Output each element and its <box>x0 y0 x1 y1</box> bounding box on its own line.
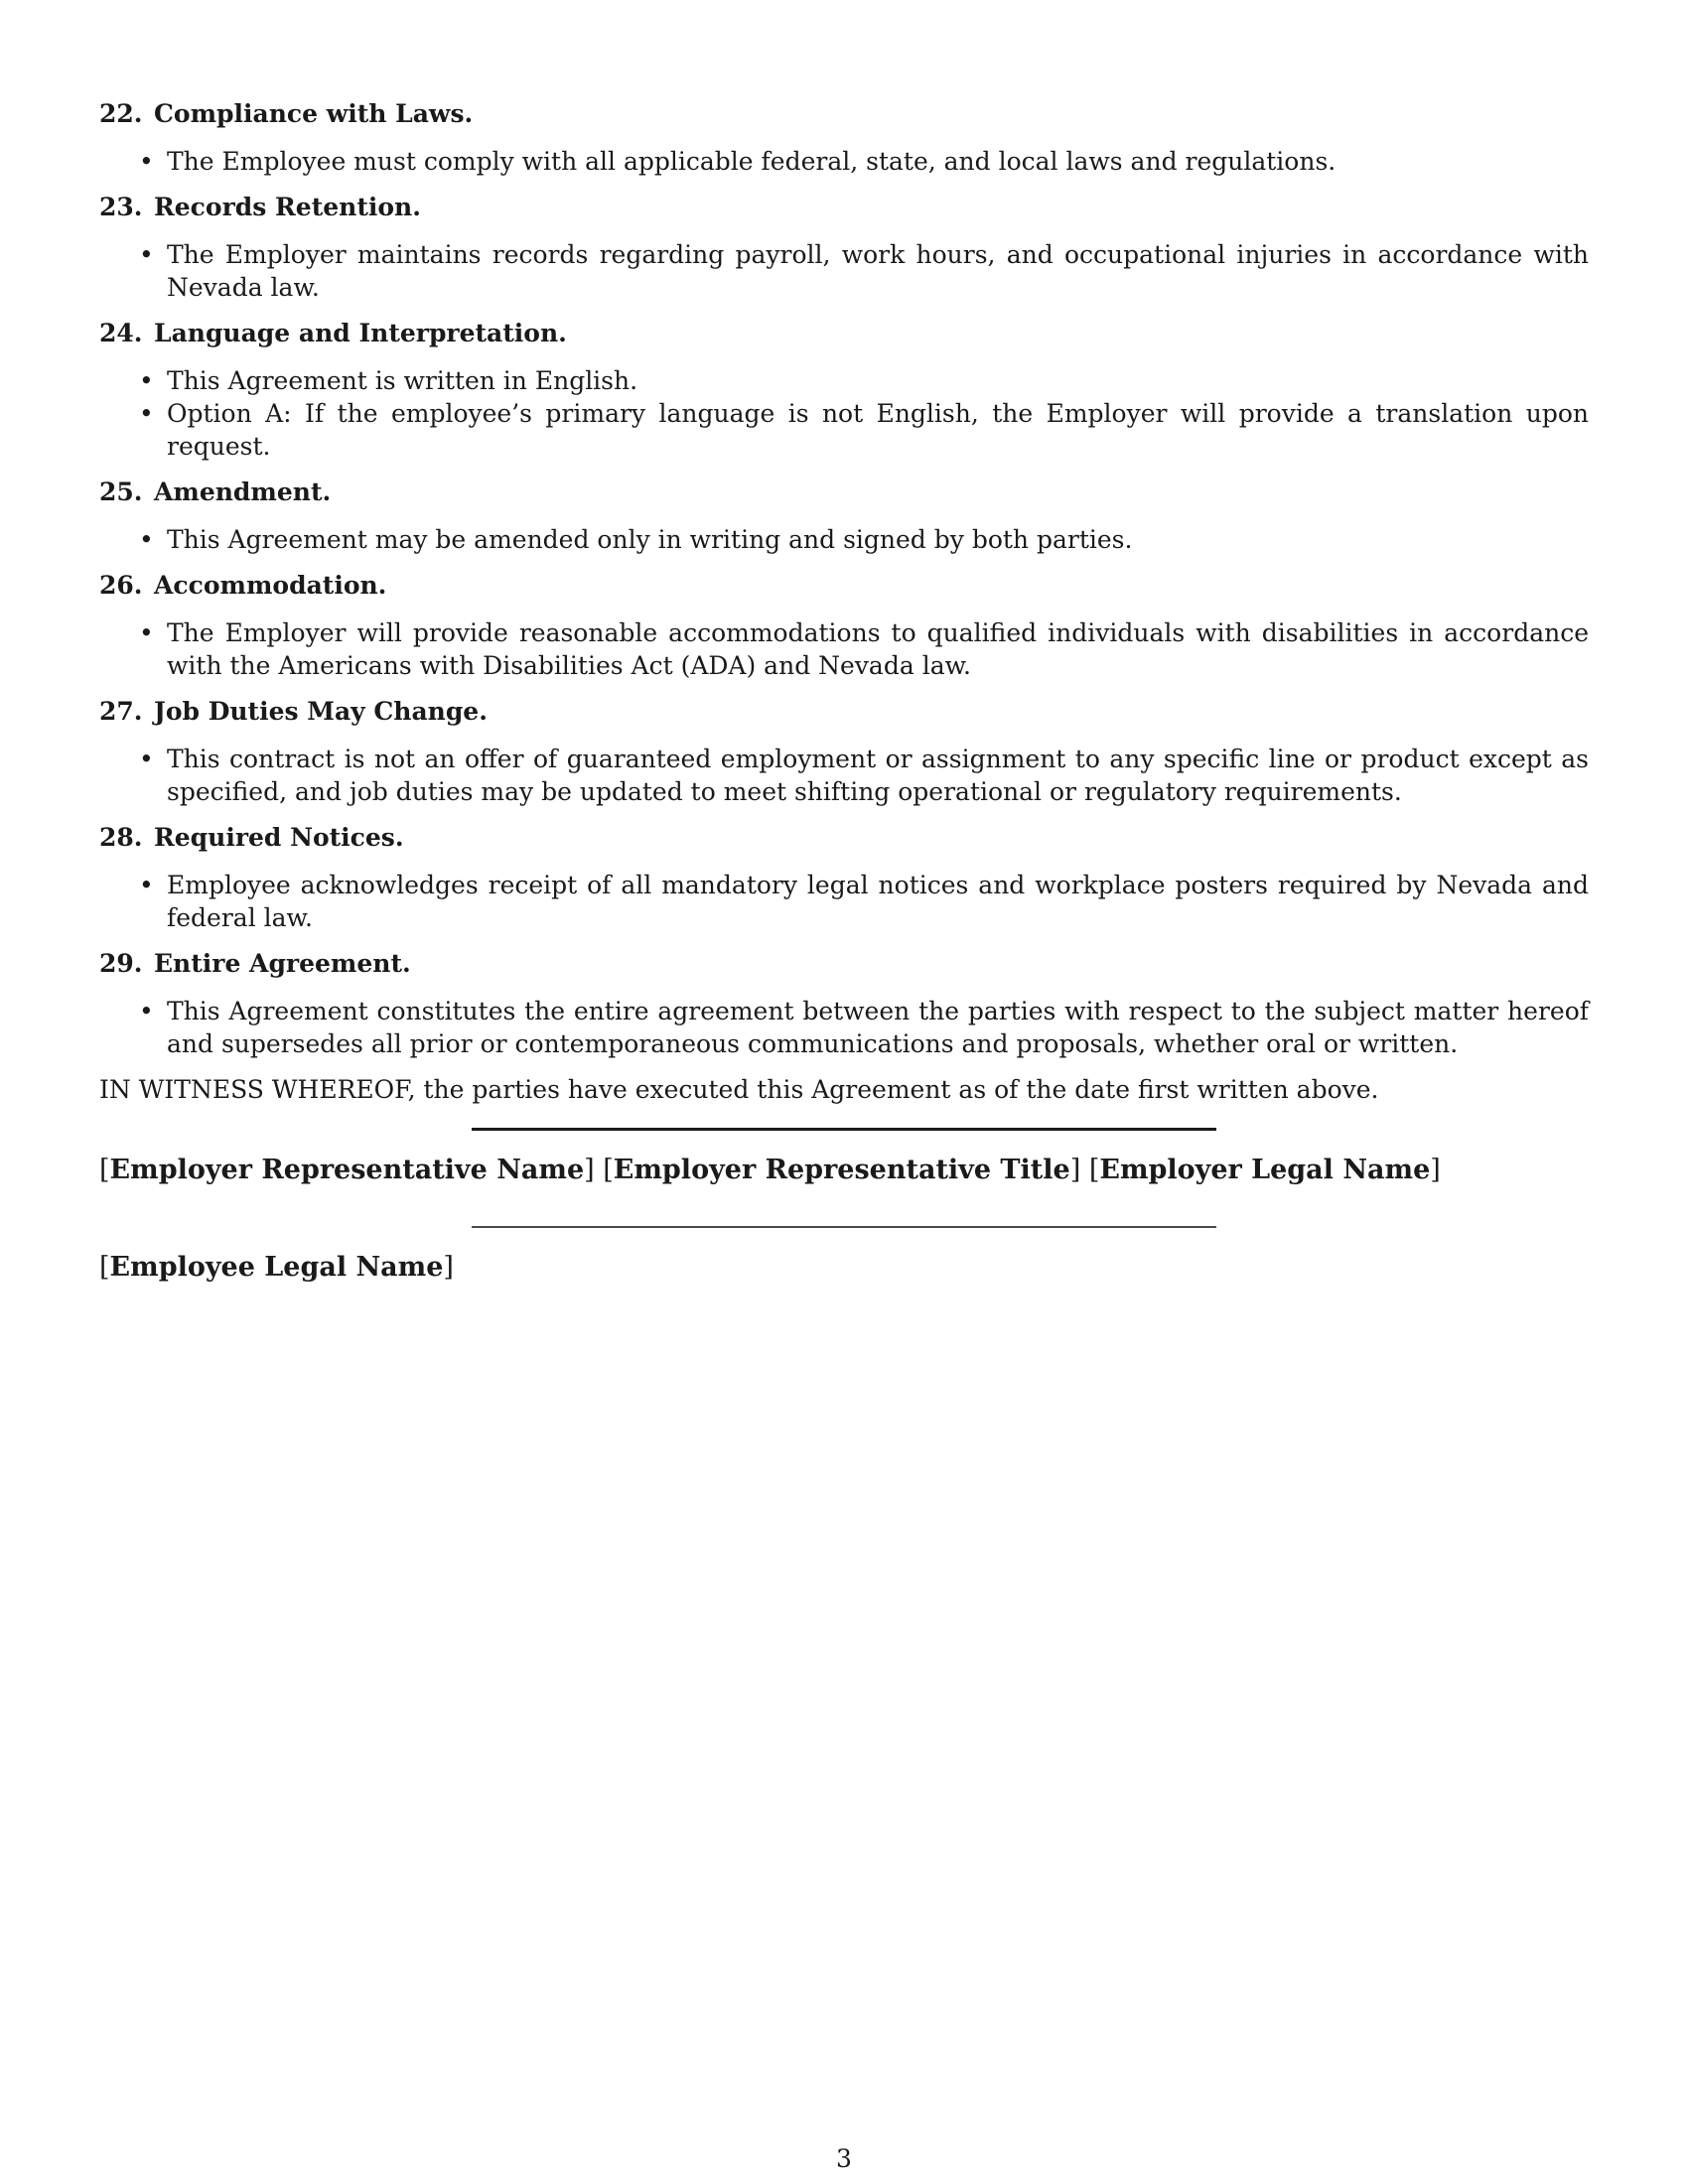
bullet-list <box>99 238 1589 304</box>
section-number: 29. <box>99 949 143 978</box>
bullet-list <box>99 616 1589 682</box>
bullet-list <box>99 523 1589 556</box>
list-item-text: Employee acknowledges receipt of all mandatory legal notices and workplace posters required by Nevada and federal law. <box>167 871 1589 932</box>
bullet-icon: • <box>139 399 154 428</box>
section-number: 26. <box>99 571 143 600</box>
section-title: Amendment. <box>154 478 332 506</box>
bullet-icon: • <box>139 618 154 647</box>
section-title: Job Duties May Change. <box>154 697 488 726</box>
section-28 <box>99 821 1589 934</box>
page-number: 3 <box>836 2144 852 2173</box>
list-item <box>99 743 1589 808</box>
list-item <box>99 364 1589 397</box>
list-item <box>99 397 1589 463</box>
bullet-icon: • <box>139 525 154 554</box>
bullet-icon: • <box>139 997 154 1025</box>
bullet-list <box>99 364 1589 463</box>
bullet-icon: • <box>139 147 154 176</box>
list-item <box>99 869 1589 934</box>
witness-statement: IN WITNESS WHEREOF, the parties have executed this Agreement as of the date first written above. <box>99 1075 1379 1104</box>
list-item <box>99 616 1589 682</box>
employer-signature-block: [Employer Representative Name] [Employer Representative Title] [Employer Legal Name] <box>99 1155 1441 1185</box>
section-number: 23. <box>99 193 143 221</box>
section-number: 22. <box>99 99 143 128</box>
section-27 <box>99 695 1589 808</box>
section-number: 24. <box>99 319 143 347</box>
section-heading <box>99 821 1589 855</box>
section-number: 25. <box>99 478 143 506</box>
bullet-list <box>99 743 1589 808</box>
section-23 <box>99 191 1589 304</box>
employer-rep-name: Employer Representative Name <box>109 1155 585 1185</box>
bullet-icon: • <box>139 745 154 773</box>
section-heading <box>99 947 1589 981</box>
bullet-icon: • <box>139 871 154 899</box>
bullet-icon: • <box>139 240 154 269</box>
list-item-text: The Employee must comply with all applicable federal, state, and local laws and regulations. <box>167 147 1336 176</box>
employee-signature-line[interactable] <box>472 1226 1216 1228</box>
bullet-list <box>99 995 1589 1060</box>
section-22 <box>99 97 1589 178</box>
section-heading <box>99 476 1589 509</box>
list-item <box>99 995 1589 1060</box>
list-item-text: The Employer maintains records regarding payroll, work hours, and occupational injuries in accordance with Nevada law. <box>167 240 1589 302</box>
section-heading <box>99 569 1589 603</box>
section-heading <box>99 191 1589 224</box>
section-title: Accommodation. <box>154 571 387 600</box>
section-number: 28. <box>99 823 143 852</box>
section-heading <box>99 97 1589 131</box>
section-title: Entire Agreement. <box>154 949 411 978</box>
list-item-text: This Agreement is written in English. <box>167 366 638 395</box>
document-page <box>99 97 1589 1323</box>
bullet-list <box>99 145 1589 178</box>
section-26 <box>99 569 1589 682</box>
section-title: Required Notices. <box>154 823 404 852</box>
employee-signature-block: [Employee Legal Name] <box>99 1252 454 1283</box>
section-title: Records Retention. <box>154 193 421 221</box>
bullet-list <box>99 869 1589 934</box>
section-heading <box>99 695 1589 729</box>
list-item-text: Option A: If the employee’s primary language is not English, the Employer will provide a translation upon request. <box>167 399 1589 461</box>
employee-legal-name: Employee Legal Name <box>109 1252 444 1283</box>
list-item <box>99 238 1589 304</box>
list-item <box>99 145 1589 178</box>
section-24 <box>99 317 1589 463</box>
list-item-text: The Employer will provide reasonable accommodations to qualified individuals with disabilities in accordance with the Americans with Disabilities Act (ADA) and Nevada law. <box>167 618 1589 680</box>
list-item <box>99 523 1589 556</box>
list-item-text: This Agreement may be amended only in writing and signed by both parties. <box>167 525 1133 554</box>
bullet-icon: • <box>139 366 154 395</box>
list-item-text: This contract is not an offer of guaranteed employment or assignment to any specific line or product except as specified, and job duties may be updated to meet shifting operational or regulatory requirements. <box>167 745 1589 806</box>
section-heading <box>99 317 1589 350</box>
list-item-text: This Agreement constitutes the entire agreement between the parties with respect to the subject matter hereof and supersedes all prior or contemporaneous communications and proposals, whether oral or written. <box>167 997 1589 1058</box>
section-number: 27. <box>99 697 143 726</box>
section-29 <box>99 947 1589 1060</box>
section-title: Language and Interpretation. <box>154 319 567 347</box>
section-title: Compliance with Laws. <box>154 99 474 128</box>
employer-signature-line[interactable] <box>472 1128 1216 1131</box>
section-25 <box>99 476 1589 556</box>
employer-legal-name: Employer Legal Name <box>1099 1155 1431 1185</box>
employer-rep-title: Employer Representative Title <box>613 1155 1070 1185</box>
